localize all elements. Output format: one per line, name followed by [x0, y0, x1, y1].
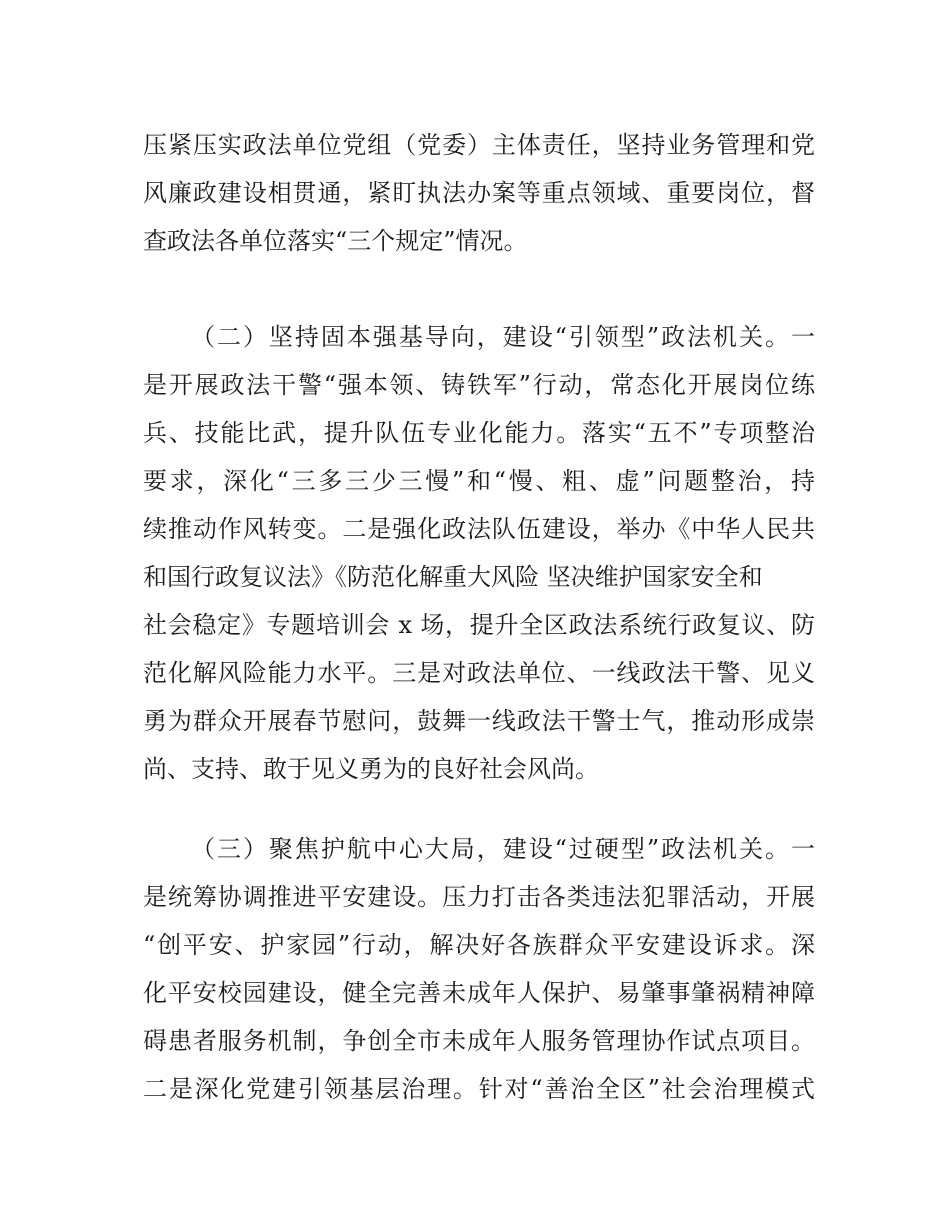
text-line: 社会稳定》专题培训会 x 场，提升全区政法系统行政复议、防 — [143, 611, 815, 639]
text-line: 压紧压实政法单位党组（党委）主体责任，坚持业务管理和党 — [143, 131, 815, 159]
text-line: 是统筹协调推进平安建设。压力打击各类违法犯罪活动，开展 — [143, 883, 815, 911]
paragraph-1 — [143, 121, 815, 265]
text-line: 勇为群众开展春节慰问，鼓舞一线政法干警士气，推动形成崇 — [143, 707, 815, 735]
text-line: 续推动作风转变。二是强化政法队伍建设，举办《中华人民共 — [143, 515, 815, 543]
text-line: 要求，深化“三多三少三慢”和“慢、粗、虚”问题整治，持 — [143, 467, 815, 495]
text-line: 二是深化党建引领基层治理。针对“善治全区”社会治理模式 — [143, 1075, 815, 1103]
text-line: 是开展政法干警“强本领、铸铁军”行动，常态化开展岗位练 — [143, 371, 815, 399]
text-line: 范化解风险能力水平。三是对政法单位、一线政法干警、见义 — [143, 659, 815, 687]
text-line: （三）聚焦护航中心大局，建设“过硬型”政法机关。一 — [191, 835, 815, 863]
text-line: 风廉政建设相贯通，紧盯执法办案等重点领域、重要岗位，督 — [143, 179, 815, 207]
text-line: （二）坚持固本强基导向，建设“引领型”政法机关。一 — [191, 323, 815, 351]
text-line: 查政法各单位落实“三个规定”情况。 — [143, 227, 528, 255]
text-line: 化平安校园建设，健全完善未成年人保护、易肇事肇祸精神障 — [143, 979, 815, 1007]
text-line: 尚、支持、敢于见义勇为的良好社会风尚。 — [143, 755, 599, 783]
text-line: 碍患者服务机制，争创全市未成年人服务管理协作试点项目。 — [143, 1027, 815, 1055]
text-line: 兵、技能比武，提升队伍专业化能力。落实“五不”专项整治 — [143, 419, 815, 447]
text-line: 和国行政复议法》《防范化解重大风险 坚决维护国家安全和 — [143, 563, 763, 591]
paragraph-3 — [143, 825, 815, 1113]
paragraph-2 — [143, 313, 815, 793]
text-line: “创平安、护家园”行动，解决好各族群众平安建设诉求。深 — [143, 931, 815, 959]
